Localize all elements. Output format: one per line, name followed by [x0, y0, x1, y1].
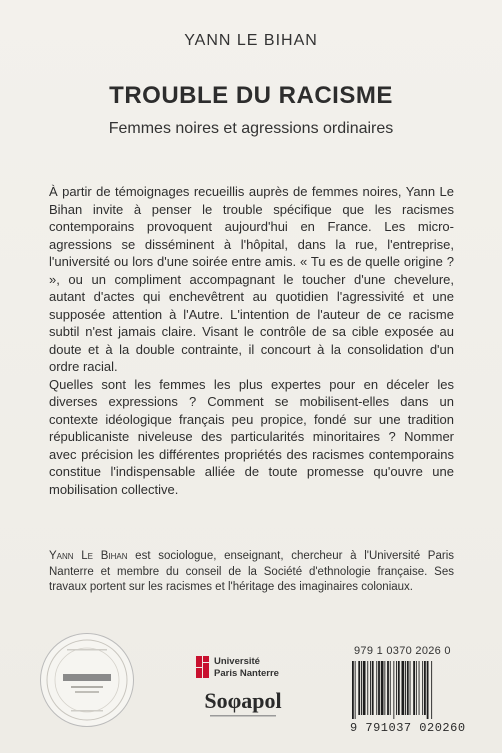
- barcode-bar: [413, 661, 415, 715]
- barcode-bar: [398, 661, 400, 715]
- barcode-bar: [402, 661, 405, 715]
- university-name: [214, 656, 279, 679]
- barcode-bar: [396, 661, 397, 715]
- barcode-bar: [424, 661, 426, 715]
- barcode-bar: [431, 661, 432, 719]
- barcode-bar: [384, 661, 385, 715]
- isbn-barcode: [350, 661, 470, 719]
- barcode-bar: [355, 661, 356, 719]
- isbn-formatted: 979 1 0370 2026 0: [354, 645, 451, 657]
- barcode-bar: [390, 661, 391, 715]
- barcode-bar: [372, 661, 374, 715]
- barcode-bar: [363, 661, 366, 715]
- bio-author-name: Yann Le Bihan: [49, 550, 128, 562]
- barcode-bar: [387, 661, 389, 715]
- summary-paragraph-2: Quelles sont les femmes les plus expertes pour en déceler les diverses expressions ? Comment se mobilisent-elles dans un contexte idéologique français peu propice, fondé sur une tradition républicaniste niveleuse des particularités minoritaires ? Nommer avec précision les différentes propriétés des racismes contemporains constitue l'indispensable alliée de toute promesse qu'ouvre une mobilisation collective.: [49, 376, 454, 497]
- book-title: TROUBLE DU RACISME: [109, 82, 393, 109]
- publisher-tagline-mark: [196, 714, 290, 718]
- barcode-bar: [407, 661, 409, 715]
- barcode-bar: [370, 661, 371, 715]
- bio-text: est sociologue, enseignant, chercheur à l'Université Paris Nanterre et membre du conseil de la Société d'ethnologie française. Ses travaux portent sur les racismes et l'héritage des imaginaires coloniaux.: [49, 550, 454, 593]
- university-line-1: Université: [214, 656, 260, 667]
- barcode-bar: [416, 661, 417, 715]
- barcode-bar: [376, 661, 377, 715]
- barcode-bar: [422, 661, 423, 715]
- university-line-2: Paris Nanterre: [214, 667, 279, 679]
- publisher-imprint-logo: Soφapol: [204, 688, 282, 713]
- barcode-bar: [405, 661, 406, 715]
- barcode-bar: [393, 661, 394, 719]
- barcode-bar: [427, 661, 429, 719]
- barcode-bar: [352, 661, 354, 719]
- barcode-bar: [381, 661, 384, 715]
- barcode-bar: [410, 661, 411, 715]
- summary: [49, 183, 454, 498]
- university-logo-icon: [196, 656, 210, 678]
- barcode-bar: [367, 661, 368, 715]
- author-bio: [49, 549, 454, 596]
- publisher-seal-logo: [40, 633, 134, 727]
- barcode-bar: [419, 661, 420, 715]
- isbn-digits: 9 791037 020260: [350, 721, 466, 735]
- barcode-bar: [358, 661, 360, 715]
- summary-paragraph-1: À partir de témoignages recueillis auprès de femmes noires, Yann Le Bihan invite à penser le trouble spécifique que les racismes contemporains provoquent aujourd'hui en France. Les micro-agressions se disséminent à l'hôpital, dans la rue, l'entreprise, l'université ou lors d'une soirée entre amis. « Tu es de quelle origine ? », ou un compliment accompagnant le toucher d'une chevelure, autant d'actes qui enchevêtrent au quotidien l'agressivité et une supposée attention à l'Autre. L'intention de l'auteur de ce racisme subtil n'est jamais claire. Visant le contrôle de sa cible exposée au doute et à la double contrainte, il concourt à la consolidation d'un ordre racial.: [49, 184, 454, 374]
- author-name: YANN LE BIHAN: [184, 32, 318, 49]
- book-subtitle: Femmes noires et agressions ordinaires: [108, 120, 394, 137]
- barcode-bar: [361, 661, 362, 715]
- barcode-bar: [378, 661, 380, 715]
